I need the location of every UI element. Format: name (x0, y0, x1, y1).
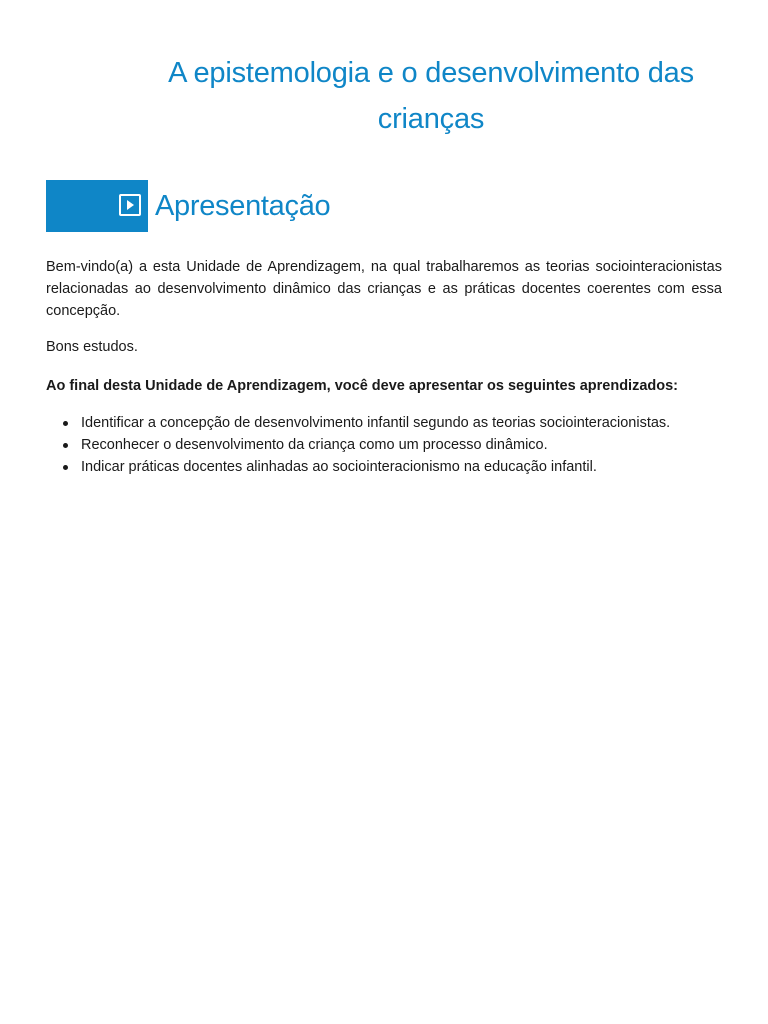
section-header (46, 180, 330, 232)
list-item: Identificar a concepção de desenvolvimento infantil segundo as teorias sociointeracionistas. (81, 412, 722, 434)
play-square-icon (119, 194, 141, 216)
section-body (46, 256, 722, 478)
document-title: A epistemologia e o desenvolvimento das crianças (168, 57, 694, 135)
section-title: Apresentação (155, 189, 331, 222)
section-accent-bar (46, 180, 148, 232)
list-item: Indicar práticas docentes alinhadas ao sociointeracionismo na educação infantil. (81, 456, 722, 478)
objectives-heading: Ao final desta Unidade de Aprendizagem, você deve apresentar os seguintes aprendizados: (46, 378, 678, 394)
intro-paragraph: Bem-vindo(a) a esta Unidade de Aprendizagem, na qual trabalharemos as teorias sociointeracionistas relacionadas ao desenvolvimento dinâmico das crianças e as práticas docentes coerentes com essa concepção. (46, 259, 722, 319)
list-item: Reconhecer o desenvolvimento da criança como um processo dinâmico. (81, 434, 722, 456)
objectives-list (46, 412, 722, 478)
greeting-text: Bons estudos. (46, 339, 138, 355)
